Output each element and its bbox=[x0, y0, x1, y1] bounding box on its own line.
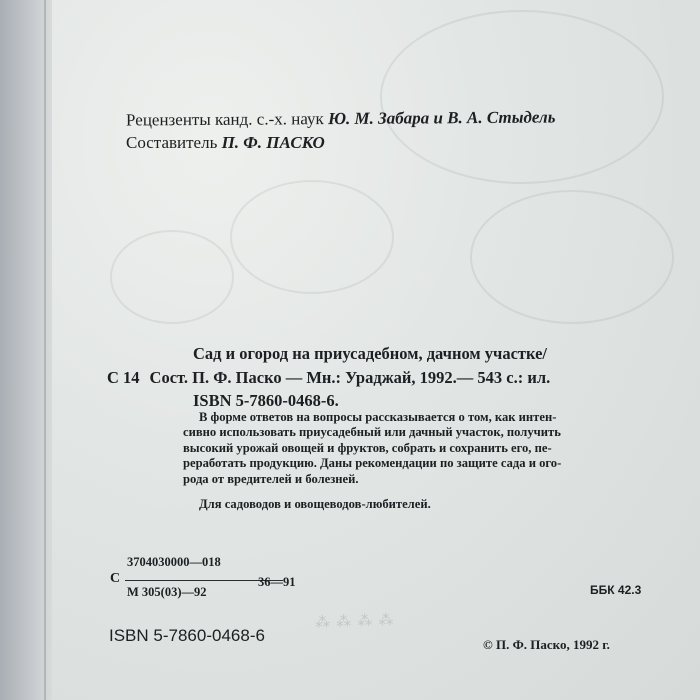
reviewers-line bbox=[126, 108, 556, 131]
index-formula-numerator: 3704030000—018 bbox=[127, 555, 221, 569]
isbn-bottom: ISBN 5-7860-0468-6 bbox=[109, 626, 265, 645]
catalog-code: С 14 bbox=[107, 368, 140, 387]
faded-stamp: ⁂ ⁂ ⁂ ⁂ bbox=[314, 611, 395, 632]
catalog-isbn: ISBN 5-7860-0468-6. bbox=[193, 391, 339, 410]
gutter-edge bbox=[44, 0, 46, 700]
abstract-line: В форме ответов на вопросы рассказывается о том, как интен- bbox=[199, 410, 557, 424]
compiler-name: П. Ф. ПАСКО bbox=[221, 133, 325, 152]
show-through-illustration bbox=[380, 10, 664, 184]
show-through-illustration bbox=[110, 230, 234, 324]
index-formula-denominator: М 305(03)—92 bbox=[127, 585, 207, 599]
show-through-illustration bbox=[230, 180, 394, 294]
audience-note: Для садоводов и овощеводов-любителей. bbox=[199, 497, 431, 511]
bbk-code: ББК 42.3 bbox=[590, 583, 642, 597]
abstract-line: реработать продукцию. Даны рекомендации по защите сада и ого- bbox=[183, 456, 562, 471]
show-through-illustration bbox=[470, 190, 674, 324]
imprint: Сост. П. Ф. Паско — Мн.: Ураджай, 1992.— 543 с.: ил. bbox=[149, 368, 551, 387]
index-formula-letter: С bbox=[110, 571, 121, 586]
abstract bbox=[183, 410, 643, 487]
abstract-line: сивно использовать приусадебный или дачный участок, получить bbox=[183, 425, 561, 440]
abstract-line: рода от вредителей и болезней. bbox=[183, 471, 359, 486]
index-formula-side: 36—91 bbox=[258, 575, 296, 589]
compiler-label: Составитель bbox=[126, 133, 222, 152]
book-title: Сад и огород на приусадебном, дачном участке/ bbox=[193, 344, 548, 363]
reviewers-label: Рецензенты канд. с.-х. наук bbox=[125, 109, 329, 130]
abstract-line: высокий урожай овощей и фруктов, собрать и сохранить его, пе- bbox=[183, 440, 552, 455]
reviewers-names: Ю. М. Забара и В. А. Стыдель bbox=[327, 107, 556, 129]
compiler-line bbox=[126, 133, 325, 153]
bibliographic-record bbox=[107, 368, 550, 388]
copyright-notice: © П. Ф. Паско, 1992 г. bbox=[483, 637, 610, 652]
